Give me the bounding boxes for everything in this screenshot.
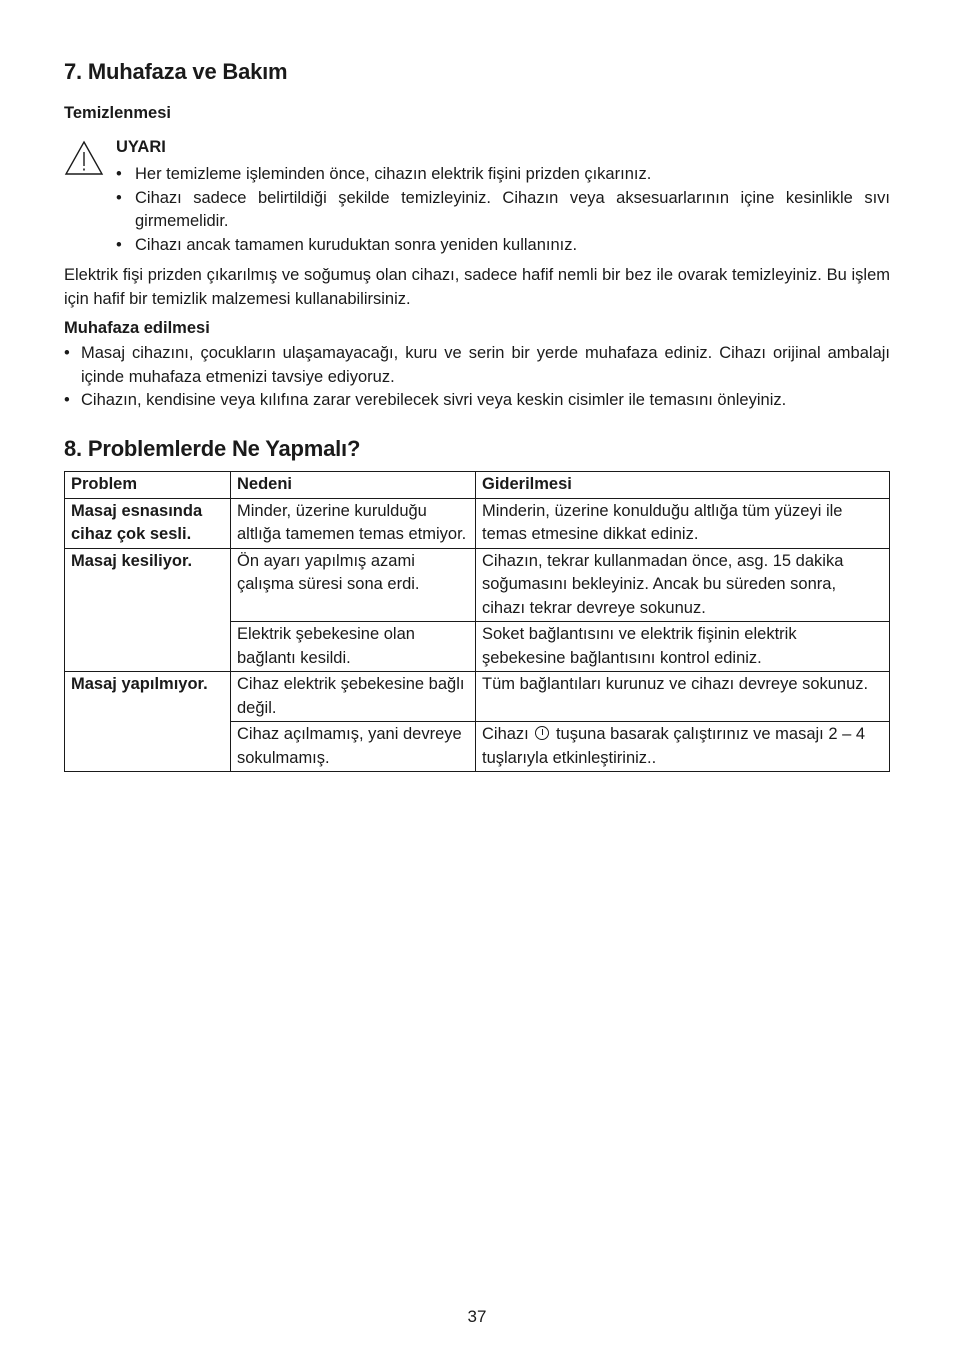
problem-cell: Masaj esnasında cihaz çok sesli.	[65, 498, 231, 548]
cause-cell: Elektrik şebekesine olan bağlantı kesildi.	[231, 622, 476, 672]
cause-cell: Minder, üzerine kurulduğu altlığa tamemen temas etmiyor.	[231, 498, 476, 548]
column-header-cause: Nedeni	[231, 472, 476, 499]
table-row	[65, 498, 890, 548]
cleaning-paragraph: Elektrik fişi prizden çıkarılmış ve soğumuş olan cihazı, sadece hafif nemli bir bez ile ovarak temizleyiniz. Bu işlem için hafif bir temizlik malzemesi kullanabilirsiniz.	[64, 266, 890, 308]
column-header-remedy: Giderilmesi	[476, 472, 890, 499]
warning-item: • Cihazı sadece belirtildiği şekilde temizleyiniz. Cihazın veya aksesuarlarının içine kesinlikle sıvı girmemelidir.	[116, 187, 890, 234]
storage-list	[64, 342, 890, 413]
storage-item: • Cihazın, kendisine veya kılıfına zarar verebilecek sivri veya keskin cisimler ile temasını önleyiniz.	[64, 389, 890, 413]
cause-cell: Cihaz elektrik şebekesine bağlı değil.	[231, 672, 476, 722]
section-7-heading: 7. Muhafaza ve Bakım	[64, 59, 288, 84]
remedy-text-before: Cihazı	[482, 725, 529, 743]
warning-title: UYARI	[116, 138, 166, 156]
column-header-problem: Problem	[65, 472, 231, 499]
warning-item: • Cihazı ancak tamamen kuruduktan sonra yeniden kullanınız.	[116, 234, 890, 258]
table-row	[65, 548, 890, 622]
section-8-heading: 8. Problemlerde Ne Yapmalı?	[64, 436, 361, 461]
troubleshooting-table	[64, 471, 890, 772]
warning-triangle-icon	[64, 140, 104, 176]
cause-cell: Cihaz açılmamış, yani devreye sokulmamış.	[231, 722, 476, 772]
remedy-cell: Soket bağlantısını ve elektrik fişinin elektrik şebekesine bağlantısını kontrol ediniz.	[476, 622, 890, 672]
cleaning-subheading: Temizlenmesi	[64, 104, 171, 122]
remedy-cell: Cihazın, tekrar kullanmadan önce, asg. 15 dakika soğumasını bekleyiniz. Ancak bu süreden sonra, cihazı tekrar devreye sokunuz.	[476, 548, 890, 622]
remedy-cell	[476, 722, 890, 772]
remedy-text-after: tuşuna basarak çalıştırınız ve masajı 2 – 4 tuşlarıyla etkinleştiriniz..	[482, 725, 866, 767]
storage-item: • Masaj cihazını, çocukların ulaşamayacağı, kuru ve serin bir yerde muhafaza ediniz. Cihazı orijinal ambalajı içinde muhafaza etmenizi tavsiye ediyoruz.	[64, 342, 890, 389]
table-header-row	[65, 472, 890, 499]
page-number: 37	[467, 1307, 487, 1326]
problem-cell: Masaj kesiliyor.	[65, 548, 231, 672]
problem-cell: Masaj yapılmıyor.	[65, 672, 231, 772]
warning-list	[116, 163, 890, 257]
remedy-cell: Tüm bağlantıları kurunuz ve cihazı devreye sokunuz.	[476, 672, 890, 722]
warning-item: • Her temizleme işleminden önce, cihazın elektrik fişini prizden çıkarınız.	[116, 163, 890, 187]
storage-subheading: Muhafaza edilmesi	[64, 319, 210, 337]
remedy-cell: Minderin, üzerine konulduğu altlığa tüm yüzeyi ile temas etmesine dikkat ediniz.	[476, 498, 890, 548]
table-row	[65, 672, 890, 722]
cause-cell: Ön ayarı yapılmış azami çalışma süresi sona erdi.	[231, 548, 476, 622]
power-button-icon	[535, 726, 549, 740]
